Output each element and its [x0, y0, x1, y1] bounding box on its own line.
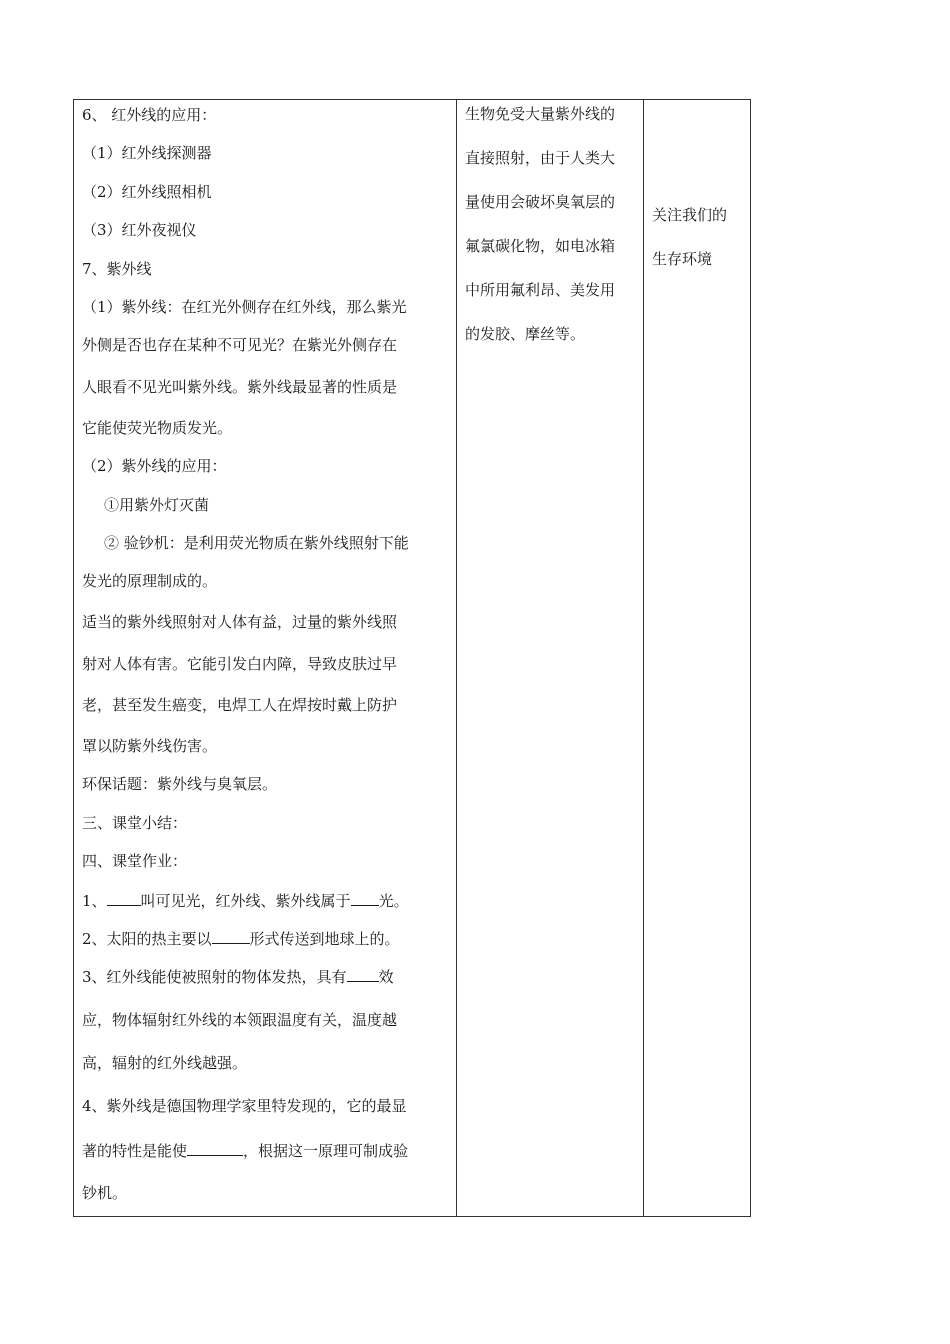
text-line: 高，辐射的红外线越强。: [82, 1053, 248, 1072]
text-line: 生存环境: [652, 250, 713, 268]
design-intent-column: [644, 100, 751, 292]
text-line: 关注我们的: [652, 206, 728, 224]
text-line: 应，物体辐射红外线的本领跟温度有关，温度越: [82, 1010, 398, 1029]
text-line: 氟氯碳化物，如电冰箱: [465, 237, 616, 255]
text-line: 发光的原理制成的。: [82, 572, 218, 591]
text-line: 直接照射，由于人类大: [465, 149, 616, 167]
text-line: ② 验钞机：是利用荧光物质在紫外线照射下能: [104, 533, 409, 552]
text-line: 人眼看不见光叫紫外线。紫外线最显著的性质是: [82, 377, 398, 396]
text-line: ①用紫外灯灭菌: [104, 495, 210, 514]
text-line: （2）红外线照相机: [82, 182, 212, 201]
text-line: 中所用氟利昂、美发用: [465, 281, 616, 299]
answer-blank: [187, 1139, 243, 1156]
text-line: 钞机。: [82, 1183, 128, 1202]
text-line: 外侧是否也存在某种不可见光？在紫光外侧存在: [82, 336, 398, 355]
exercise-line: 2、太阳的热主要以 形式传送到地球上的。: [82, 927, 450, 965]
text-line: 量使用会破坏臭氧层的: [465, 193, 616, 211]
lesson-table: [73, 99, 751, 1217]
text-line: （3）红外夜视仪: [82, 221, 197, 240]
text-line: 4、紫外线是德国物理学家里特发现的，它的最显: [82, 1097, 407, 1116]
text-line: 7、紫外线: [82, 259, 152, 278]
text-line: 6、 红外线的应用：: [82, 106, 217, 124]
text-line: 生物免受大量紫外线的: [465, 105, 616, 123]
text-line: 四、课堂作业：: [82, 852, 188, 871]
text-line: 适当的紫外线照射对人体有益，过量的紫外线照: [82, 613, 398, 632]
text-line: 罩以防紫外线伤害。: [82, 737, 218, 756]
answer-blank: [212, 927, 250, 944]
exercise-line: 1、 叫可见光，红外线、紫外线属于 光。: [82, 889, 450, 927]
exercise-line: 3、红外线能使被照射的物体发热，具有 效: [82, 965, 450, 1008]
answer-blank: [347, 965, 379, 982]
text-line: （2）紫外线的应用：: [82, 457, 227, 476]
text-line: 它能使荧光物质发光。: [82, 418, 233, 437]
text-line: 三、课堂小结：: [82, 813, 188, 832]
text-line: （1）红外线探测器: [82, 144, 212, 163]
answer-blank: [107, 889, 141, 906]
text-line: 的发胶、摩丝等。: [465, 325, 586, 343]
student-activity-column: [457, 100, 643, 367]
text-line: 射对人体有害。它能引发白内障，导致皮肤过早: [82, 654, 398, 673]
teaching-content-column: [74, 100, 456, 1225]
text-line: 环保话题：紫外线与臭氧层。: [82, 775, 278, 794]
exercise-line: 著的特性是能使 ，根据这一原理可制成验: [82, 1139, 450, 1182]
answer-blank: [351, 889, 379, 906]
text-line: （1）紫外线：在红光外侧存在红外线，那么紫光: [82, 297, 407, 316]
text-line: 老，甚至发生癌变，电焊工人在焊按时戴上防护: [82, 695, 398, 714]
